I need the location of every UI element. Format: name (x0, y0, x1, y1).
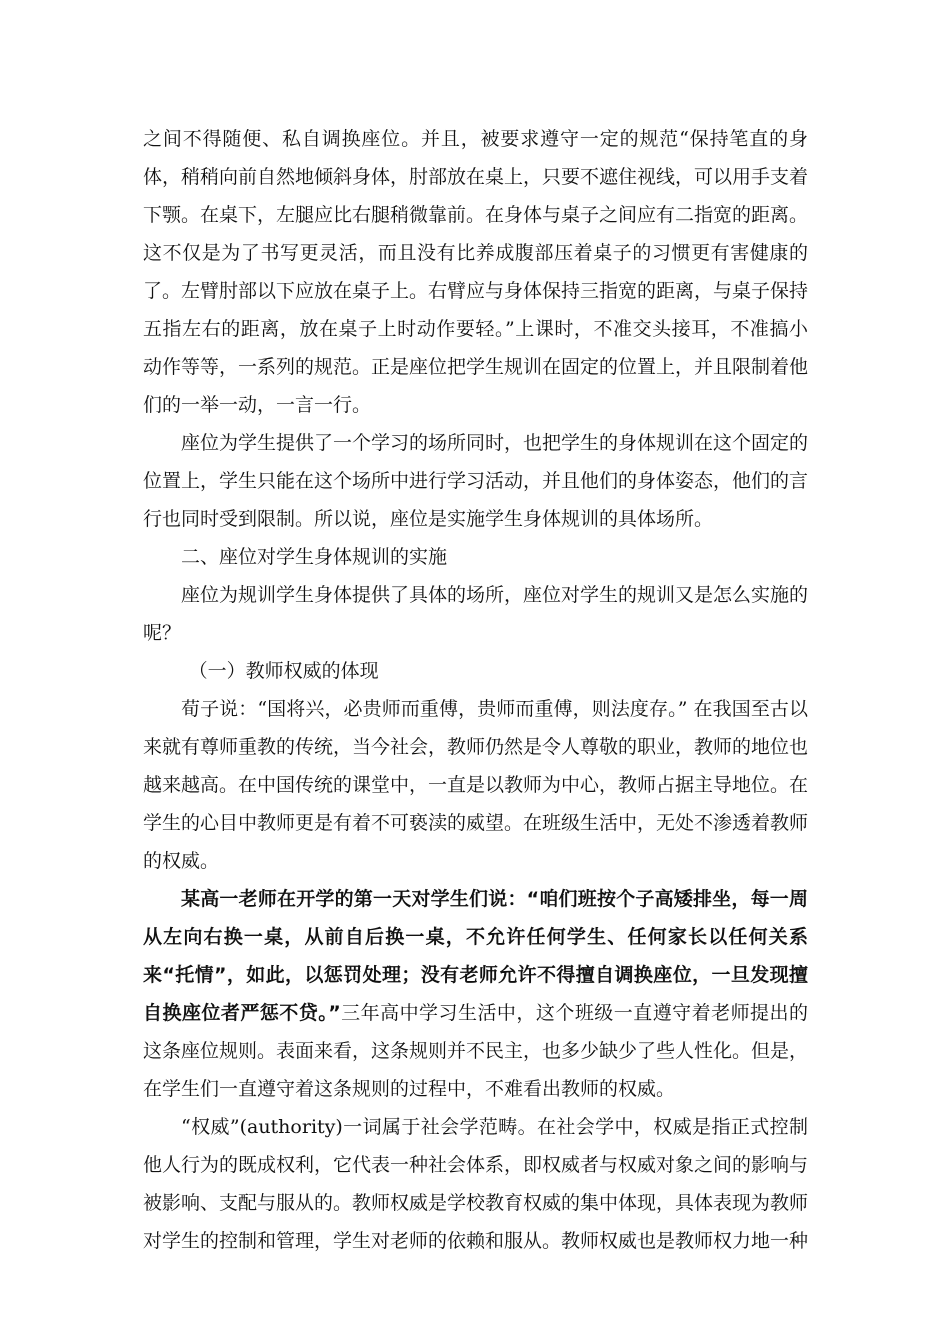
paragraph-seat-as-place: 座位为学生提供了一个学习的场所同时，也把学生的身体规训在这个固定的位置上，学生只能在这个场所中进行学习活动，并且他们的身体姿态，他们的言行也同时受到限制。所以说，座位是实施学生身体规训的具体场所。 (143, 432, 809, 530)
teacher-quote-bold: 某高一老师在开学的第一天对学生们说：“咱们班按个子高矮排坐，每一周从左向右换一桌，从前自后换一桌，不允许任何学生、任何家长以任何关系来“托情”，如此，以惩罚处理；没有老师允许不得擅自调换座位，一旦发现擅自换座位者严惩不贷。” (143, 888, 808, 1024)
section-heading-2: 二、座位对学生身体规训的实施 (181, 546, 448, 568)
teacher-example-rest: 三年高中学习生活中，这个班级一直遵守着老师提出的这条座位规则。表面来看，这条规则并不民主，也多少缺少了些人性化。但是，在学生们一直遵守着这条规则的过程中，不难看出教师的权威。 (143, 1002, 809, 1100)
document-body (143, 120, 808, 1260)
subsection-heading-teacher-authority: （一）教师权威的体现 (188, 660, 379, 682)
paragraph-teacher-example (143, 880, 808, 1108)
paragraph-authority-definition: “权威”(authority)一词属于社会学范畴。在社会学中，权威是指正式控制他人行为的既成权利，它代表一种社会体系，即权威者与权威对象之间的影响与被影响、支配与服从的。教师权威是学校教育权威的集中体现，具体表现为教师对学生的控制和管理，学生对老师的依赖和服从。教师权威也是教师权力地一种 (143, 1116, 809, 1252)
paragraph-xunzi-quote: 荀子说：“国将兴，必贵师而重傅，贵师而重傅，则法度存。” 在我国至古以来就有尊师重教的传统，当今社会，教师仍然是令人尊敬的职业，教师的地位也越来越高。在中国传统的课堂中，一直是以教师为中心，教师占据主导地位。在学生的心目中教师更是有着不可亵渎的威望。在班级生活中，无处不渗透着教师的权威。 (143, 698, 809, 872)
paragraph-seat-norms: 之间不得随便、私自调换座位。并且，被要求遵守一定的规范“保持笔直的身体，稍稍向前自然地倾斜身体，肘部放在桌上，只要不遮住视线，可以用手支着下颚。在桌下，左腿应比右腿稍微靠前。在身体与桌子之间应有二指宽的距离。这不仅是为了书写更灵活，而且没有比养成腹部压着桌子的习惯更有害健康的了。左臂肘部以下应放在桌子上。右臂应与身体保持三指宽的距离，与桌子保持五指左右的距离，放在桌子上时动作要轻。”上课时，不准交头接耳，不准搞小动作等等，一系列的规范。正是座位把学生规训在固定的位置上，并且限制着他们的一举一动，一言一行。 (143, 128, 809, 416)
paragraph-implementation-question: 座位为规训学生身体提供了具体的场所，座位对学生的规训又是怎么实施的呢？ (143, 584, 809, 644)
